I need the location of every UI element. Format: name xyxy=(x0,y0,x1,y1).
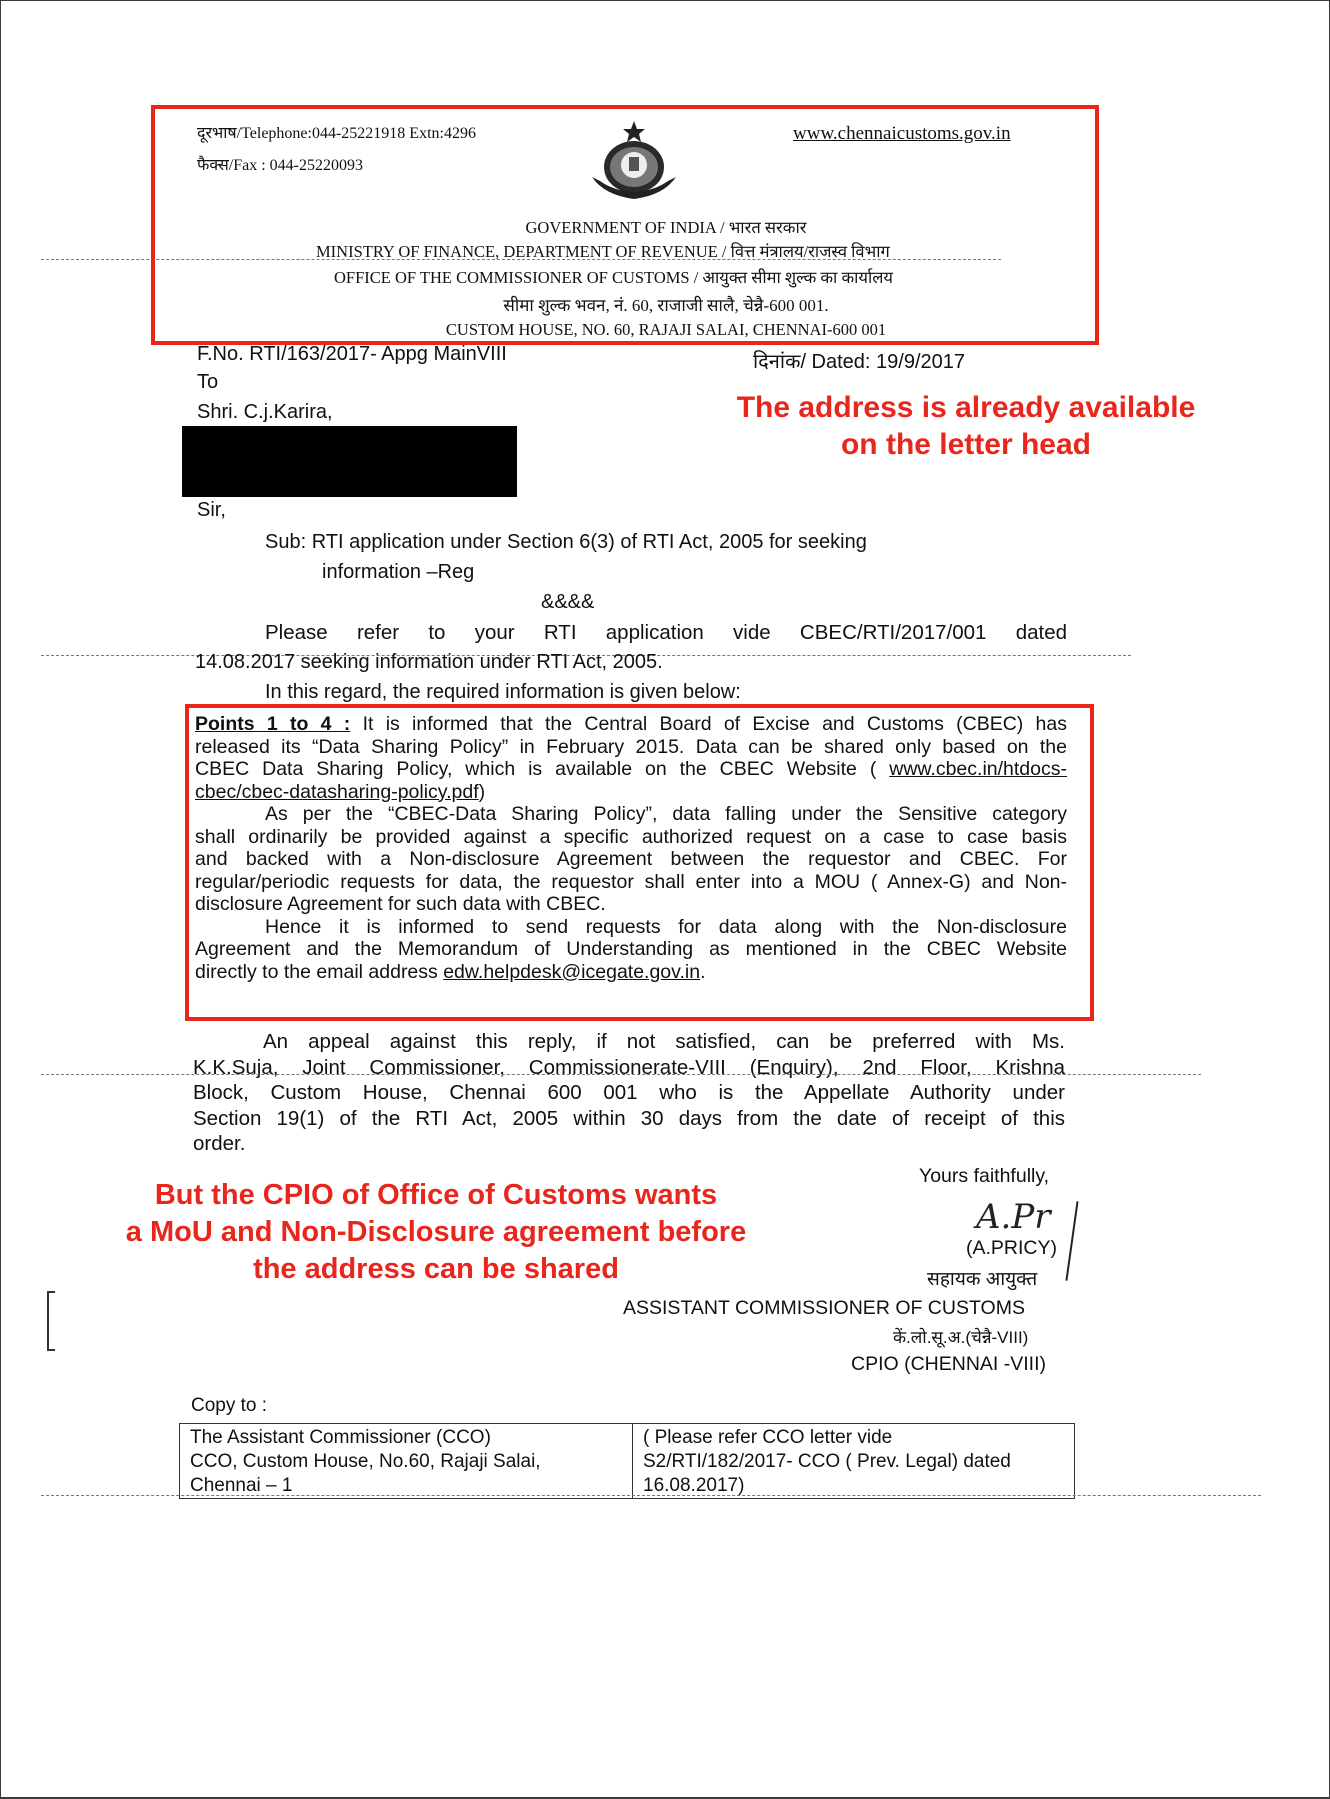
policy-link[interactable]: www.cbec.in/htdocs- xyxy=(889,758,1067,780)
copy-reference-line-2: S2/RTI/182/2017- CCO ( Prev. Legal) dated xyxy=(643,1451,1011,1472)
para1-line-2: 14.08.2017 seeking information under RTI Act, 2005. xyxy=(195,651,663,673)
letterhead-ministry: MINISTRY OF FINANCE, DEPARTMENT OF REVENUE / वित्त मंत्रालय/राजस्व विभाग xyxy=(316,242,890,261)
copy-reference-line-3: 16.08.2017) xyxy=(643,1475,745,1496)
designation: ASSISTANT COMMISSIONER OF CUSTOMS xyxy=(623,1297,1025,1319)
sensitive-line-1: As per the “CBEC-Data Sharing Policy”, data falling under the Sensitive category xyxy=(265,803,1067,825)
hence-line-1: Hence it is informed to send requests for data along with the Non-disclosure xyxy=(265,915,1067,938)
designation-hindi: सहायक आयुक्त xyxy=(927,1269,1038,1290)
hence-line-2: Agreement and the Memorandum of Understanding as mentioned in the CBEC Website xyxy=(195,938,1067,960)
annotation-top-line-2: on the letter head xyxy=(840,428,1092,461)
sensitive-line-4: regular/periodic requests for data, the requestor shall enter into a MOU ( Annex-G) and Non- xyxy=(195,870,1067,893)
letterhead-government: GOVERNMENT OF INDIA / भारत सरकार xyxy=(525,218,807,237)
annotation-top-note xyxy=(701,389,1231,463)
points-line-1: It is informed that the Central Board of Excise and Customs (CBEC) has xyxy=(350,713,1067,735)
recipient-name: Shri. C.j.Karira, xyxy=(197,401,333,423)
sensitive-line-3: and backed with a Non-disclosure Agreement between the requestor and CBEC. For xyxy=(195,848,1067,870)
points-line-2: released its “Data Sharing Policy” in February 2015. Data can be shared only based on the xyxy=(195,735,1067,758)
salutation: Sir, xyxy=(197,499,226,521)
appeal-line-1: An appeal against this reply, if not satisfied, can be preferred with Ms. xyxy=(263,1030,1065,1053)
appeal-line-5: order. xyxy=(193,1132,246,1155)
letterhead-fax: फैक्स/Fax : 044-25220093 xyxy=(197,157,363,174)
letterhead-highlight-box xyxy=(151,105,1099,345)
to-label: To xyxy=(197,371,219,393)
scan-line-artifact xyxy=(41,1074,1201,1075)
letterhead-office: OFFICE OF THE COMMISSIONER OF CUSTOMS / आयुक्त सीमा शुल्क का कार्यालय xyxy=(334,268,894,287)
policy-link-close: ) xyxy=(478,780,486,803)
file-number: F.No. RTI/163/2017- Appg MainVIII xyxy=(197,343,507,365)
appeal-paragraph xyxy=(193,1029,1065,1157)
annotation-bottom-line-3: the address can be shared xyxy=(253,1253,619,1285)
copy-to-reference-cell xyxy=(633,1424,1075,1499)
points-block xyxy=(195,713,1067,983)
appeal-line-4: Section 19(1) of the RTI Act, 2005 within 30 days from the date of receipt of this xyxy=(193,1106,1065,1130)
annotation-bottom-line-1: But the CPIO of Office of Customs wants xyxy=(154,1179,718,1211)
subject-line-2: information –Reg xyxy=(322,561,475,583)
hence-line-3: directly to the email address xyxy=(195,960,444,983)
annotation-bottom-note xyxy=(91,1177,781,1288)
cpio-designation: CPIO (CHENNAI -VIII) xyxy=(851,1353,1047,1375)
office-hindi: कें.लो.सू.अ.(चेन्नै-VIII) xyxy=(893,1328,1029,1347)
policy-link-continued[interactable]: cbec/cbec-datasharing-policy.pdf xyxy=(195,780,479,803)
letterhead-telephone: दूरभाष/Telephone:044-25221918 Extn:4296 xyxy=(197,125,476,142)
redacted-address-block xyxy=(182,426,517,497)
copy-recipient-line-1: The Assistant Commissioner (CCO) xyxy=(190,1427,491,1448)
letterhead-address-hindi: सीमा शुल्क भवन, नं. 60, राजाजी सालै, चेन्नै-600 001. xyxy=(503,296,829,315)
annotation-bottom-line-2: a MoU and Non-Disclosure agreement before xyxy=(125,1216,747,1248)
copy-recipient-line-2: CCO, Custom House, No.60, Rajaji Salai, xyxy=(190,1451,541,1472)
sensitive-line-2: shall ordinarily be provided against a specific authorized request on a case to case basis xyxy=(195,825,1067,848)
copy-recipient-line-3: Chennai – 1 xyxy=(190,1475,293,1496)
closing: Yours faithfully, xyxy=(919,1165,1050,1187)
signature: A.Pr xyxy=(976,1197,1051,1237)
sensitive-line-5: disclosure Agreement for such data with CBEC. xyxy=(195,893,606,915)
copy-to-recipient-cell xyxy=(180,1424,633,1499)
separator: &&&& xyxy=(541,591,595,613)
signatory-name: (A.PRICY) xyxy=(966,1237,1058,1259)
letter-date: दिनांक/ Dated: 19/9/2017 xyxy=(753,351,966,373)
copy-to-table xyxy=(179,1423,1075,1499)
appeal-line-3: Block, Custom House, Chennai 600 001 who is the Appellate Authority under xyxy=(193,1081,1065,1104)
points-line-3: CBEC Data Sharing Policy, which is available on the CBEC Website ( xyxy=(195,758,890,780)
scan-line-artifact xyxy=(41,1495,1261,1496)
email-period: . xyxy=(700,960,706,983)
copy-to-label: Copy to : xyxy=(191,1395,268,1416)
appeal-line-2: K.K.Suja, Joint Commissioner, Commissionerate-VIII (Enquiry), 2nd Floor, Krishna xyxy=(193,1055,1065,1079)
subject-line-1: Sub: RTI application under Section 6(3) of RTI Act, 2005 for seeking xyxy=(265,531,867,553)
para2: In this regard, the required information is given below: xyxy=(265,681,741,703)
points-label: Points 1 to 4 : xyxy=(195,713,351,735)
letterhead-address: CUSTOM HOUSE, NO. 60, RAJAJI SALAI, CHENNAI-600 001 xyxy=(445,320,887,339)
para1-line-1: Please refer to your RTI application vide CBEC/RTI/2017/001 dated xyxy=(265,621,1067,644)
annotation-top-line-1: The address is already available xyxy=(736,391,1196,424)
copy-reference-line-1: ( Please refer CCO letter vide xyxy=(643,1427,893,1448)
helpdesk-email-link[interactable]: edw.helpdesk@icegate.gov.in xyxy=(443,960,701,983)
scan-bracket-artifact xyxy=(47,1291,55,1351)
letterhead-website-link[interactable]: www.chennaicustoms.gov.in xyxy=(793,123,1011,144)
signature-stroke xyxy=(1065,1201,1078,1280)
